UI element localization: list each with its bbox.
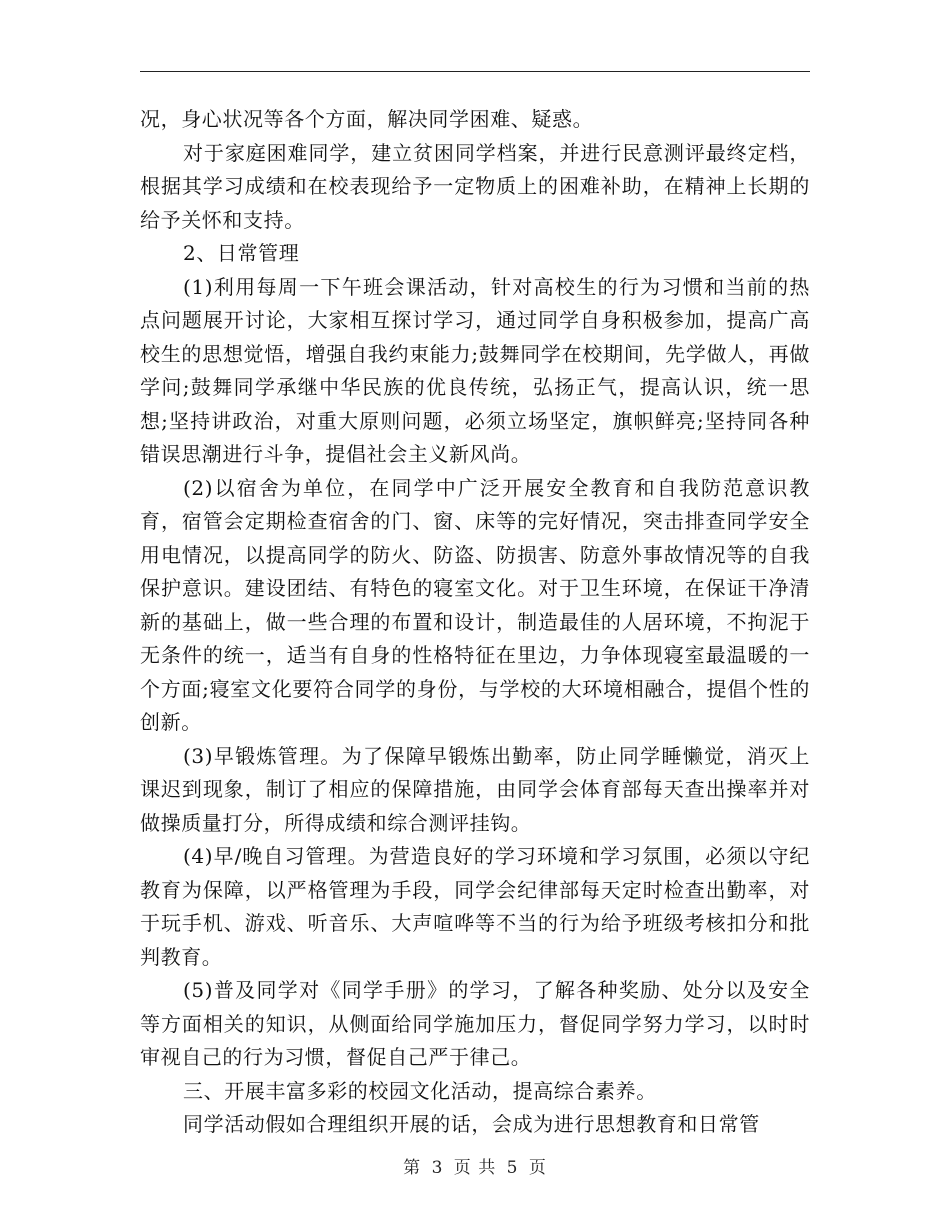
footer-current-page: 3 (431, 1158, 444, 1178)
page-footer (0, 1153, 950, 1178)
header-rule (140, 71, 810, 72)
paragraph-2: 对于家庭困难同学，建立贫困同学档案，并进行民意测评最终定档，根据其学习成绩和在校表现给予一定物质上的困难补助，在精神上长期的给予关怀和支持。 (140, 140, 810, 232)
footer-prefix: 第 (403, 1158, 422, 1178)
paragraph-item-4: (4)早/晚自习管理。为营造良好的学习环境和学习氛围，必须以守纪教育为保障，以严格管理为手段，同学会纪律部每天定时检查出勤率，对于玩手机、游戏、听音乐、大声喧哗等不当的行为给予班级考核扣分和批判教育。 (140, 844, 810, 969)
footer-middle: 页 共 (453, 1158, 497, 1178)
footer-total-pages: 5 (506, 1158, 519, 1178)
section-heading-campus-culture: 三、开展丰富多彩的校园文化活动，提高综合素养。 (183, 1078, 657, 1103)
paragraph-1: 况，身心状况等各个方面，解决同学困难、疑惑。 (140, 107, 594, 131)
footer-suffix: 页 (528, 1158, 547, 1178)
section-heading-daily-management: 2、日常管理 (183, 241, 300, 265)
paragraph-item-2: (2)以宿舍为单位，在同学中广泛开展安全教育和自我防范意识教育，宿管会定期检查宿舍的门、窗、床等的完好情况，突击排查同学安全用电情况，以提高同学的防火、防盗、防损害、防意外事故情况等的自我保护意识。建设团结、有特色的寝室文化。对于卫生环境，在保证干净清新的基础上，做一些合理的布置和设计，制造最佳的人居环境，不拘泥于无条件的统一，适当有自身的性格特征在里边，力争体现寝室最温暖的一个方面;寝室文化要符合同学的身份，与学校的大环境相融合，提倡个性的创新。 (140, 475, 810, 734)
paragraph-item-1: (1)利用每周一下午班会课活动，针对高校生的行为习惯和当前的热点问题展开讨论，大家相互探讨学习，通过同学自身积极参加，提高广高校生的思想觉悟，增强自我约束能力;鼓舞同学在校期间，先学做人，再做学问;鼓舞同学承继中华民族的优良传统，弘扬正气，提高认识，统一思想;坚持讲政治，对重大原则问题，必须立场坚定，旗帜鲜亮;坚持同各种错误思潮进行斗争，提倡社会主义新风尚。 (140, 274, 811, 466)
document-body (140, 103, 810, 1142)
paragraph-item-5: (5)普及同学对《同学手册》的学习，了解各种奖励、处分以及安全等方面相关的知识，从侧面给同学施加压力，督促同学努力学习，以时时审视自己的行为习惯，督促自己严于律己。 (140, 978, 810, 1069)
paragraph-item-3: (3)早锻炼管理。为了保障早锻炼出勤率，防止同学睡懒觉，消灭上课迟到现象，制订了相应的保障措施，由同学会体育部每天查出操率并对做操质量打分，所得成绩和综合测评挂钩。 (140, 743, 810, 835)
paragraph-last: 同学活动假如合理组织开展的话，会成为进行思想教育和日常管 (183, 1112, 760, 1136)
